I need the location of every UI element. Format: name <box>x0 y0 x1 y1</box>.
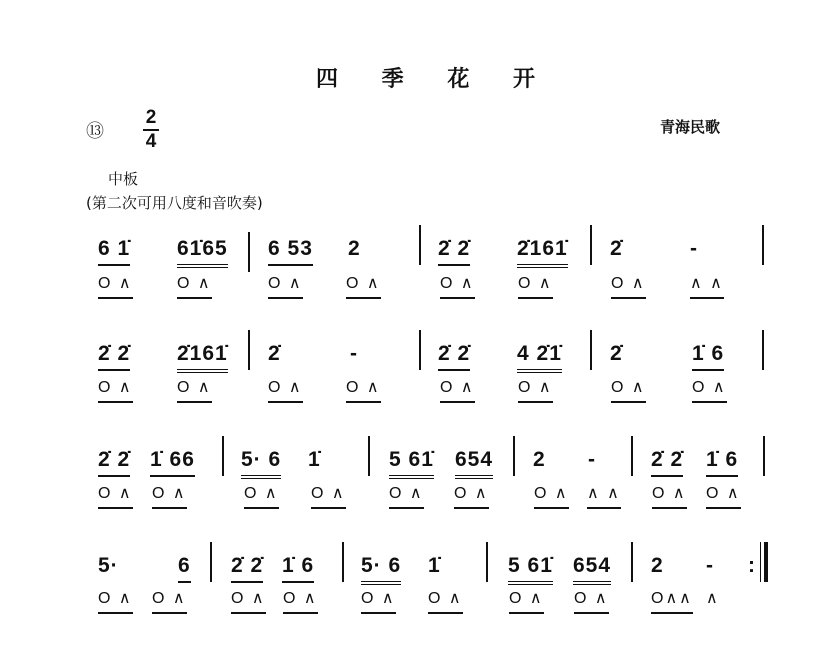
note-group: 2̇ 2̇ <box>98 448 130 477</box>
note-group: 654 <box>455 448 493 479</box>
breath-group: O ∧ <box>574 588 609 614</box>
bar-line <box>590 330 592 370</box>
bar-line <box>419 330 421 370</box>
note-group: 1̇ 6 <box>692 342 724 371</box>
note-group: 61̇65 <box>177 237 228 268</box>
breath-group: O ∧ <box>98 273 133 299</box>
bar-line <box>762 330 764 370</box>
bar-line <box>486 542 488 582</box>
bar-line <box>368 436 370 476</box>
bar-line <box>210 542 212 582</box>
breath-group: O ∧ <box>440 377 475 403</box>
note-group: 2 <box>651 554 664 577</box>
bar-line <box>248 330 250 370</box>
bar-line <box>248 232 250 272</box>
breath-group: O ∧ <box>98 483 133 509</box>
bar-line <box>590 225 592 265</box>
final-bar-thin <box>760 542 761 582</box>
breath-group: O ∧ <box>346 377 381 403</box>
breath-group: ∧ <box>706 590 720 607</box>
breath-group: O ∧ <box>152 483 187 509</box>
breath-group: O∧∧ <box>651 588 693 614</box>
breath-group: O ∧ <box>428 588 463 614</box>
time-signature <box>143 108 159 152</box>
note-group: 2̇161̇ <box>517 237 568 268</box>
breath-group: O ∧ <box>311 483 346 509</box>
time-sig-bottom: 4 <box>145 131 157 152</box>
note-group: - <box>706 554 714 577</box>
song-title: 四 季 花 开 <box>316 67 553 92</box>
note-group: 5· <box>98 554 119 577</box>
bar-line <box>631 542 633 582</box>
breath-group: ∧ ∧ <box>690 273 724 299</box>
note-group: 2̇ 2̇ <box>438 237 470 266</box>
bar-line <box>513 436 515 476</box>
time-sig-top: 2 <box>145 107 157 128</box>
note-group: 1̇ 6 <box>706 448 738 477</box>
note-group: 2 <box>533 448 546 471</box>
repeat-dots: : <box>748 554 756 577</box>
note-group: 1̇ 66 <box>150 448 195 477</box>
breath-group: O ∧ <box>509 588 544 614</box>
breath-group: O ∧ <box>454 483 489 509</box>
note-group: 1̇ <box>428 554 441 577</box>
breath-group: O ∧ <box>611 273 646 299</box>
note-group: 2̇ 2̇ <box>438 342 470 371</box>
breath-group: O ∧ <box>346 273 381 299</box>
note-group: 2̇ 2̇ <box>231 554 263 583</box>
performance-note: (第二次可用八度和音吹奏) <box>86 194 263 212</box>
note-group: 2̇161̇ <box>177 342 228 373</box>
note-group: 2̇ <box>610 342 623 365</box>
tempo-marking: 中板 <box>108 170 139 188</box>
breath-group: O ∧ <box>98 588 133 614</box>
breath-group: O ∧ <box>389 483 424 509</box>
breath-group: O ∧ <box>611 377 646 403</box>
note-group: 654 <box>573 554 611 585</box>
breath-group: O ∧ <box>692 377 727 403</box>
song-source: 青海民歌 <box>660 118 721 136</box>
bar-line <box>222 436 224 476</box>
note-group: 2̇ <box>268 342 281 365</box>
breath-group: O ∧ <box>518 273 553 299</box>
note-group: 2̇ <box>610 237 623 260</box>
note-group: 5 61̇ <box>389 448 434 479</box>
breath-group: O ∧ <box>177 377 212 403</box>
breath-group: O ∧ <box>231 588 266 614</box>
note-group: 5 61̇ <box>508 554 553 585</box>
note-group: 2 <box>348 237 361 260</box>
note-group: 6 1̇ <box>98 237 130 266</box>
bar-line <box>631 436 633 476</box>
note-group: - <box>350 342 358 365</box>
note-group: 2̇ 2̇ <box>98 342 130 371</box>
breath-group: O ∧ <box>440 273 475 299</box>
bar-line <box>763 436 765 476</box>
piece-number: ⑬ <box>86 121 104 141</box>
breath-group: O ∧ <box>244 483 279 509</box>
bar-line <box>419 225 421 265</box>
breath-group: ∧ ∧ <box>587 483 621 509</box>
bar-line <box>762 225 764 265</box>
note-group: - <box>588 448 596 471</box>
bar-line <box>342 542 344 582</box>
breath-group: O ∧ <box>98 377 133 403</box>
final-bar-thick <box>764 542 768 582</box>
breath-group: O ∧ <box>518 377 553 403</box>
breath-group: O ∧ <box>706 483 741 509</box>
breath-group: O ∧ <box>268 273 303 299</box>
breath-group: O ∧ <box>652 483 687 509</box>
breath-group: O ∧ <box>177 273 212 299</box>
note-group: 5· 6 <box>241 448 281 479</box>
note-group: 1̇ <box>308 448 321 471</box>
breath-group: O ∧ <box>268 377 303 403</box>
note-group: 6 53 <box>268 237 313 266</box>
breath-group: O ∧ <box>152 588 187 614</box>
note-group: 4 2̇1̇ <box>517 342 562 373</box>
note-group: 5· 6 <box>361 554 401 585</box>
note-group: - <box>690 237 698 260</box>
breath-group: O ∧ <box>283 588 318 614</box>
breath-group: O ∧ <box>361 588 396 614</box>
note-group: 1̇ 6 <box>282 554 314 583</box>
breath-group: O ∧ <box>534 483 569 509</box>
note-group: 2̇ 2̇ <box>651 448 683 477</box>
note-group: 6 <box>178 554 191 583</box>
